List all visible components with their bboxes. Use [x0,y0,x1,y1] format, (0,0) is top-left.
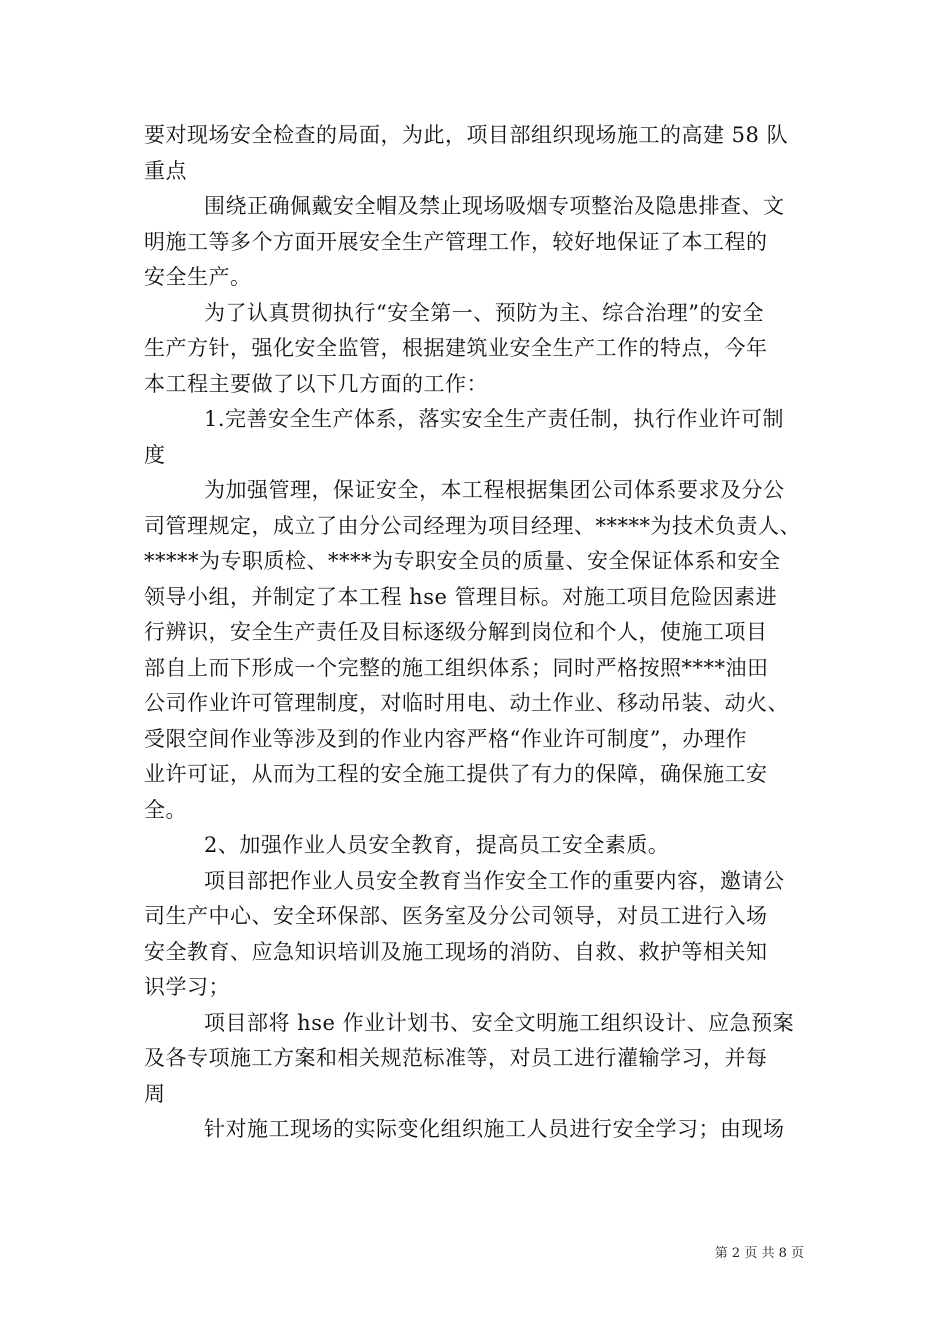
text-line: 生产方针，强化安全监管，根据建筑业安全生产工作的特点，今年 [144,336,768,360]
text-line: 业许可证，从而为工程的安全施工提供了有力的保障，确保施工安 [144,762,768,786]
text-line: *****为专职质检、****为专职安全员的质量、安全保证体系和安全 [144,549,781,573]
text-line: 识学习； [144,975,230,999]
text-line: 项目部将 hse 作业计划书、安全文明施工组织设计、应急预案 [204,1010,795,1035]
text-line: 为了认真贯彻执行“安全第一、预防为主、综合治理”的安全 [204,300,764,325]
text-line: 周 [144,1081,166,1106]
text-line: 1.完善安全生产体系，落实安全生产责任制，执行作业许可制 [204,407,785,431]
text-line: 公司作业许可管理制度，对临时用电、动土作业、移动吊装、动火、 [144,691,789,715]
text-line: 行辨识，安全生产责任及目标逐级分解到岗位和个人，使施工项目 [144,620,768,644]
text-line: 受限空间作业等涉及到的作业内容严格“作业许可制度”，办理作 [144,726,747,751]
text-line: 要对现场安全检查的局面，为此，项目部组织现场施工的高建 58 队 [144,123,789,147]
text-line: 安全教育、应急知识培训及施工现场的消防、自救、救护等相关知 [144,939,768,964]
text-line: 明施工等多个方面开展安全生产管理工作，较好地保证了本工程的 [144,229,768,254]
text-line: 安全生产。 [144,265,252,289]
text-line: 度 [144,442,166,467]
text-line: 为加强管理，保证安全，本工程根据集团公司体系要求及分公 [204,478,785,502]
text-line: 2、加强作业人员安全教育，提高员工安全素质。 [204,833,670,857]
page-number: 第 2 页 共 8 页 [714,1246,804,1261]
text-line: 项目部把作业人员安全教育当作安全工作的重要内容，邀请公 [204,868,785,893]
document-body [144,118,810,1148]
text-line: 及各专项施工方案和相关规范标准等，对员工进行灌输学习，并每 [144,1046,768,1070]
text-line: 本工程主要做了以下几方面的工作： [144,371,488,396]
text-line: 重点 [144,158,187,183]
text-line: 领导小组，并制定了本工程 hse 管理目标。对施工项目危险因素进 [144,584,778,609]
text-line: 司管理规定，成立了由分公司经理为项目经理、*****为技术负责人、 [144,513,801,538]
text-line: 司生产中心、安全环保部、医务室及分公司领导，对员工进行入场 [144,904,768,928]
text-line: 全。 [144,797,187,822]
text-line: 围绕正确佩戴安全帽及禁止现场吸烟专项整治及隐患排查、文 [204,194,785,218]
text-line: 部自上而下形成一个完整的施工组织体系；同时严格按照****油田 [144,655,769,680]
text-line: 针对施工现场的实际变化组织施工人员进行安全学习；由现场 [204,1117,785,1141]
